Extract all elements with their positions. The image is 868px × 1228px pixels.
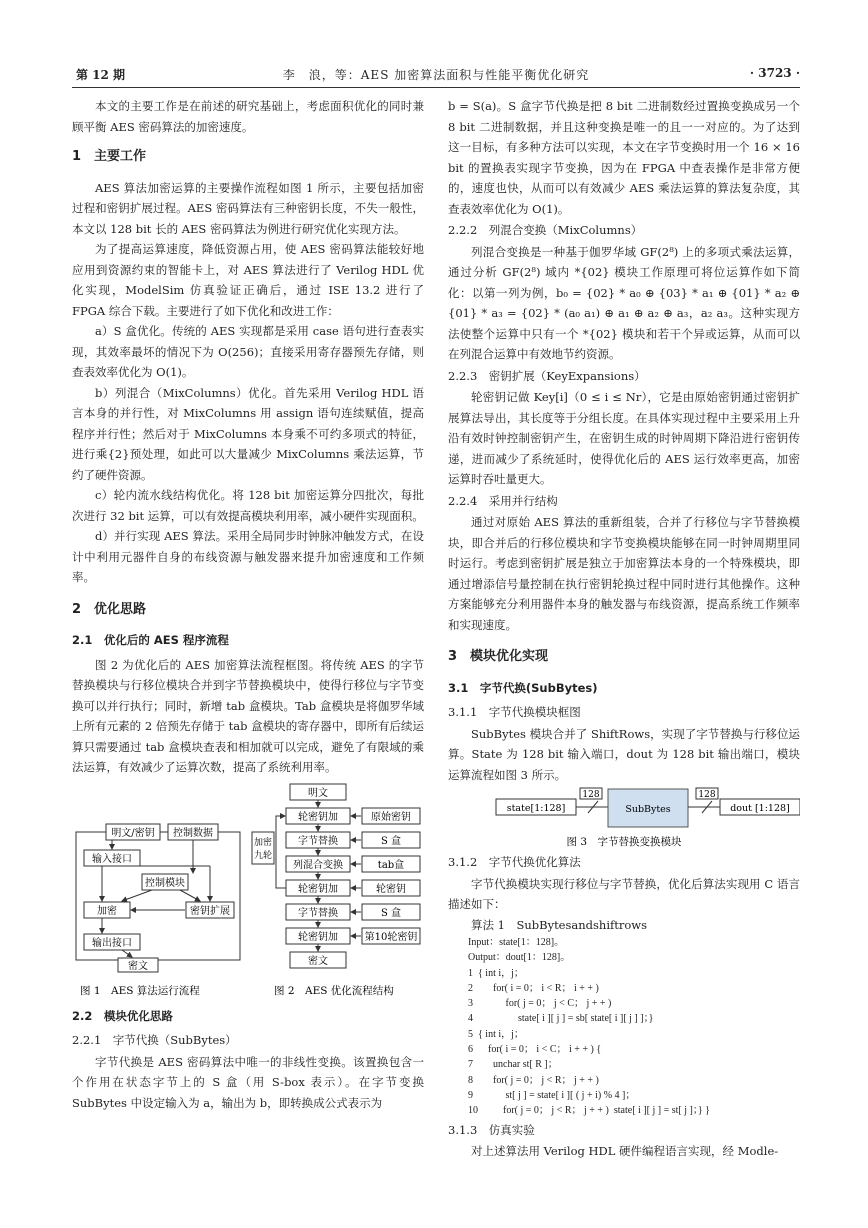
section-2-2-1-title: 2.2.1 字节代换（SubBytes）: [72, 1033, 237, 1047]
paragraph: d）并行实现 AES 算法。采用全局同步时钟脉冲触发方式，在设计中利用元器件自身的布线资源与触发器来提升加密速度和工作频率。: [72, 529, 424, 584]
paragraph: 对上述算法用 Verilog HDL 硬件编程语言实现，经 Modle-: [471, 1144, 779, 1159]
paragraph: b）列混合（MixColumns）优化。首先采用 Verilog HDL 语言本身的并行性，对 MixColumns 用 assign 语句连续赋值，提高程序并行性；然后对于 MixColumns 本身乘不可约多项式的特征，进行乘{2}预处理，如此可以大量减少 MixColumns 乘法运算，节约了硬件资源。: [72, 385, 424, 482]
right-column: [448, 96, 800, 1162]
fig2-round10-key: 第10轮密钥: [364, 931, 418, 943]
paragraph: 为了提高运算速度，降低资源占用，使 AES 密码算法能较好地应用到资源约束的智能卡上，对 AES 算法进行了 Verilog HDL 优化实现，ModelSim 仿真验证正确后，通过 ISE 13.2 进行了 FPGA 综合下载。主要进行了如下优化和改进工作：: [72, 242, 424, 318]
code-line: 9 st[ j ] = state[ i ][ ( j + i) % 4 ]；: [468, 1089, 636, 1101]
fig2-round-key: 轮密钥: [376, 883, 406, 895]
code-line: 7 unchar st[ R ]；: [468, 1059, 558, 1071]
fig2-sbox-1: S 盒: [380, 835, 402, 847]
header-rule: [72, 87, 800, 88]
fig2-sub-bytes-1: 字节替换: [298, 835, 338, 847]
code-line: 5 { int i，j；: [468, 1028, 524, 1040]
algorithm-code: [448, 935, 800, 1119]
figure-3-diagram: [448, 785, 800, 851]
section-3-1-3-title: 3.1.3 仿真实验: [448, 1122, 535, 1137]
fig1-encrypt: 加密: [97, 905, 117, 917]
code-line: 1 { int i，j；: [468, 967, 524, 979]
fig2-mix-columns: 列混合变换: [293, 859, 343, 871]
paragraph: 字节代换是 AES 密码算法中唯一的非线性变换。该置换包含一个作用在状态字节上的 S 盒（用 S-box 表示）。在字节变换 SubBytes 中设定输入为 a，输出为 b，即转换成公式表示为: [72, 1054, 424, 1110]
fig2-add-round-key-2: 轮密钥加: [298, 883, 338, 895]
fig3-output-port: dout [1:128]: [730, 803, 790, 814]
paragraph: 列混合变换是一种基于伽罗华域 GF(2⁸) 上的多项式乘法运算，通过分析 GF(2⁸) 域内 *{02} 模块工作原理可将位运算作如下简化：以第一列为例，b₀ = {02} * a₀ ⊕ {03} * a₁ ⊕ {01} * a₂ ⊕ {01} * a₃ = {02} * (a₀ a₁) ⊕ a₁ ⊕ a₂ ⊕ a₃，a₂ a₃。这种实现方法使整个运算中只有一个 *{02} 模块和若干个异或运算，从而可以在列混合运算中有效地节约资源。: [448, 244, 800, 361]
issue-number: 第 12 期: [76, 68, 126, 82]
paragraph: 通过对原始 AES 算法的重新组装，合并了行移位与字节替换模块，即合并后的行移位模块和字节变换模块能够在同一时钟周期里同时运行。考虑到密钥扩展是独立于加密算法本身的一个特殊模块，即通过增添信号量控制在执行密钥轮换过程中同时进行其他操作。这种方案能够充分利用器件本身的触发器与布线资源，提高系统工作频率和实现速度。: [448, 515, 800, 632]
figure-1-diagram: [72, 782, 424, 1004]
code-line: 4 state[ i ][ j ] = sb[ state[ i ][ j ] ]；}: [468, 1013, 654, 1025]
figure-1-caption: 图 1 AES 算法运行流程: [80, 984, 200, 997]
figure-2-diagram: [252, 784, 420, 997]
paragraph: 字节代换模块实现行移位与字节替换，优化后算法实现用 C 语言描述如下：: [448, 876, 800, 911]
fig1-plaintext-key: 明文/密钥: [111, 827, 155, 839]
algorithm-title: 算法 1 SubBytesandshiftrows: [471, 917, 648, 932]
section-2-1-title: 2.1 优化后的 AES 程序流程: [72, 633, 229, 647]
fig2-sbox-2: S 盒: [380, 907, 402, 919]
section-2-2-3-title: 2.2.3 密钥扩展（KeyExpansions）: [448, 368, 646, 383]
left-column: [72, 96, 424, 1113]
fig2-add-round-key-3: 轮密钥加: [298, 931, 338, 943]
paragraph: b = S(a)。S 盒字节代换是把 8 bit 二进制数经过置换变换成另一个 8 bit 二进制数据，并且这种变换是唯一的且一一对应的。为了达到这一目标，有多种方法可以实现，本文在字节变换时用一个 16 × 16 bit 的置换表实现字节变换，因为在 FPGA 中查表操作是非常方便的，速度也快，从而可以有效减少 AES 乘法运算的算法复杂度，其查表效率优化为 O(1)。: [448, 99, 800, 216]
code-line: 8 for( j = 0； j < R； j + + ): [468, 1074, 599, 1086]
fig3-input-width: 128: [582, 790, 600, 800]
fig1-ciphertext: 密文: [128, 960, 148, 972]
fig2-original-key: 原始密钥: [371, 811, 411, 823]
figure-3-caption: 图 3 字节替换变换模块: [566, 836, 682, 848]
fig2-sub-bytes-2: 字节替换: [298, 907, 338, 919]
paragraph: 轮密钥记做 Key[i]（0 ≤ i ≤ Nr），它是由原始密钥通过密钥扩展算法导出，其长度等于分组长度。在具体实现过程中主要采用上升沿有效时钟控制密钥产生，在密钥生成的时钟周期下降沿进行密钥传递，进而减少了系统延时，使得优化后的 AES 运行效率更高，加密运算时吞吐量更大。: [448, 390, 800, 486]
running-title: 李 浪，等：AES 加密算法面积与性能平衡优化研究: [282, 68, 590, 82]
fig2-tab-box: tab盒: [377, 859, 405, 871]
figures-1-2: [72, 782, 424, 1004]
code-line: 2 for( i = 0； i < R； i + + ): [468, 982, 599, 994]
section-3-1-2-title: 3.1.2 字节代换优化算法: [448, 855, 581, 869]
code-line: 3 for( j = 0； j < C； j + + ): [468, 998, 612, 1010]
figure-2-caption: 图 2 AES 优化流程结构: [274, 984, 394, 997]
fig2-ciphertext: 密文: [308, 955, 328, 967]
section-3-1-title: 3.1 字节代换(SubBytes): [448, 680, 598, 695]
paragraph: 图 2 为优化后的 AES 加密算法流程框图。将传统 AES 的字节替换模块与行移位模块合并到字节替换模块中，使得行移位与字节变换可以并行执行；同时，新增 tab 盒模块。Tab 盒模块是将伽罗华域上所有元素的 2 倍预先存储于 tab 盒模块的寄存器中，即所有后续运算只需要通过 tab 盒模块查表和相加就可以完成，避免了有限域的乘法运算，有效减少了运算次数，提高了系统利用率。: [72, 657, 424, 774]
paragraph: SubBytes 模块合并了 ShiftRows，实现了字节替换与行移位运算。State 为 128 bit 输入端口，dout 为 128 bit 输出端口，模块运算流程如图 3 所示。: [448, 726, 800, 782]
fig1-output-interface: 输出接口: [92, 937, 132, 949]
fig2-add-round-key-1: 轮密钥加: [298, 811, 338, 823]
page-number: · 3723 ·: [749, 66, 800, 80]
page-header: [72, 64, 800, 86]
fig3-subbytes-block: SubBytes: [625, 804, 671, 815]
figure-3: [448, 785, 800, 851]
fig3-input-port: state[1:128]: [506, 803, 566, 814]
section-3-title: 3 模块优化实现: [448, 649, 549, 664]
paragraph: c）轮内流水线结构优化。将 128 bit 加密运算分四批次，每批次进行 32 bit 运算，可以有效提高模块利用率，减小硬件实现面积。: [72, 488, 424, 523]
fig2-nine-rounds-line2: 九轮: [253, 850, 273, 861]
section-2-title: 2 优化思路: [72, 601, 147, 617]
section-2-2-4-title: 2.2.4 采用并行结构: [448, 493, 558, 508]
paragraph: AES 算法加密运算的主要操作流程如图 1 所示，主要包括加密过程和密钥扩展过程。AES 密码算法有三种密钥长度，不失一般性，本文以 128 bit 长的 AES 密码算法为例进行研究优化实现方法。: [72, 180, 424, 236]
section-1-title: 1 主要工作: [72, 149, 147, 164]
fig2-plaintext: 明文: [308, 787, 328, 799]
section-3-1-1-title: 3.1.1 字节代换模块框图: [448, 705, 581, 719]
fig1-input-interface: 输入接口: [92, 853, 132, 865]
fig3-output-width: 128: [698, 790, 716, 800]
code-line: 10 for( j = 0； j < R； j + + ) state[ i ][ j ] = st[ j ]；} }: [468, 1105, 710, 1117]
paragraph: a）S 盒优化。传统的 AES 实现都是采用 case 语句进行查表实现，其效率最坏的情况下为 O(256)；直接采用寄存器预先存储，则查表效率优化为 O(1)。: [72, 324, 424, 379]
code-line: Output：dout[1：128]。: [468, 952, 571, 964]
fig1-control-data: 控制数据: [173, 827, 213, 839]
fig2-nine-rounds-line1: 加密: [253, 837, 273, 848]
code-line: 6 for( i = 0； i < C； i + + ) {: [468, 1044, 602, 1056]
fig1-key-expansion: 密钥扩展: [190, 905, 230, 917]
section-2-2-2-title: 2.2.2 列混合变换（MixColumns）: [448, 223, 643, 237]
intro-paragraph: 本文的主要工作是在前述的研究基础上，考虑面积优化的同时兼顾平衡 AES 密码算法的加密速度。: [72, 99, 424, 134]
code-line: Input：state[1：128]。: [468, 937, 565, 948]
fig1-control-module: 控制模块: [145, 877, 185, 889]
section-2-2-title: 2.2 模块优化思路: [72, 1008, 173, 1023]
